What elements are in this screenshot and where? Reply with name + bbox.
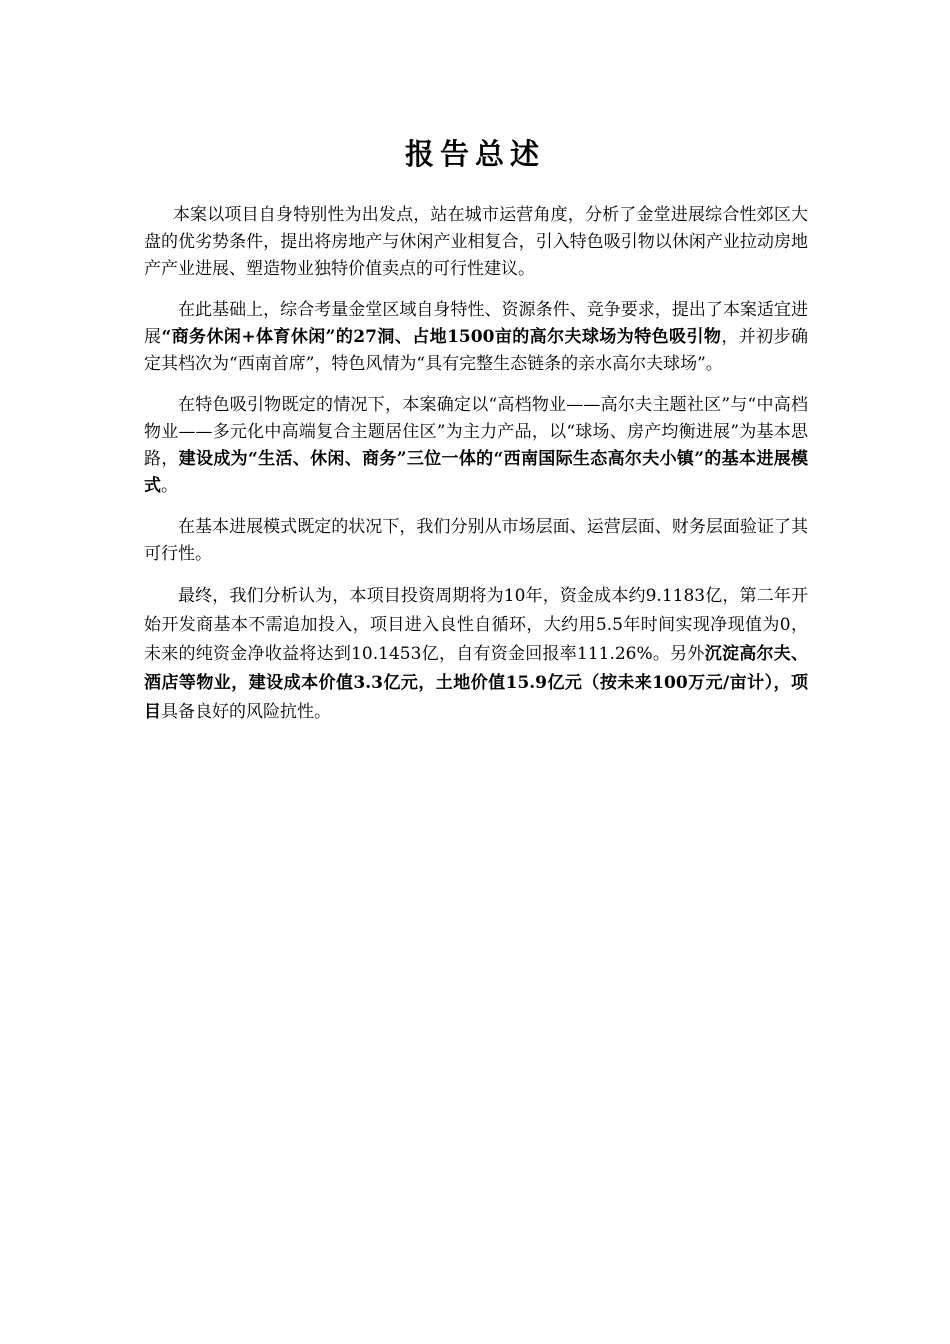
paragraph-3-emphasis: 建设成为“生活、休闲、商务”三位一体的“西南国际生态高尔夫小镇”的基本进展模式: [144, 449, 808, 496]
paragraph-2-text-tail: ，并初步确定其档次为“西南首席”，特色风情为“具有完整生态链条的亲水高尔夫球场”。: [144, 327, 809, 374]
document-body: [144, 202, 808, 741]
paragraph-4: [144, 514, 808, 568]
paragraph-3: [144, 392, 808, 500]
paragraph-4-text: 在基本进展模式既定的状况下，我们分别从市场层面、运营层面、财务层面验证了其可行性。: [144, 517, 808, 564]
document-title: 报告总述: [404, 137, 545, 171]
paragraph-5: [144, 582, 808, 727]
paragraph-2: [144, 297, 808, 378]
paragraph-1-text: 本案以项目自身特别性为出发点，站在城市运营角度，分析了金堂进展综合性郊区大盘的优劣势条件，提出将房地产与休闲产业相复合，引入特色吸引物以休闲产业拉动房地产产业进展、塑造物业独特价值卖点的可行性建议。: [144, 205, 808, 279]
paragraph-5-text-tail: 具备良好的风险抗性。: [161, 702, 331, 722]
paragraph-5-text: 最终，我们分析认为，本项目投资周期将为10年，资金成本约9.1183亿，第二年开始开发商基本不需追加投入，项目进入良性自循环，大约用5.5年时间实现净现值为0，未来的纯资金净收益将达到10.1453亿，自有资金回报率111.26%。另外: [144, 586, 808, 664]
paragraph-2-text: 在此基础上，综合考量金堂区域自身特性、资源条件、竞争要求，提出了本案适宜进展: [144, 300, 808, 347]
paragraph-1: [144, 202, 808, 283]
paragraph-2-emphasis: “商务休闲+体育休闲”的27洞、占地1500亩的高尔夫球场为特色吸引物: [161, 327, 722, 347]
paragraph-5-emphasis: 沉淀高尔夫、酒店等物业，建设成本价值3.3亿元，土地价值15.9亿元（按未来100万元/亩计），项目: [144, 644, 809, 722]
paragraph-3-text-tail: 。: [161, 476, 178, 496]
paragraph-3-text: 在特色吸引物既定的情况下，本案确定以“高档物业——高尔夫主题社区”与“中高档物业——多元化中高端复合主题居住区”为主力产品，以“球场、房产均衡进展”为基本思路，: [144, 395, 808, 469]
